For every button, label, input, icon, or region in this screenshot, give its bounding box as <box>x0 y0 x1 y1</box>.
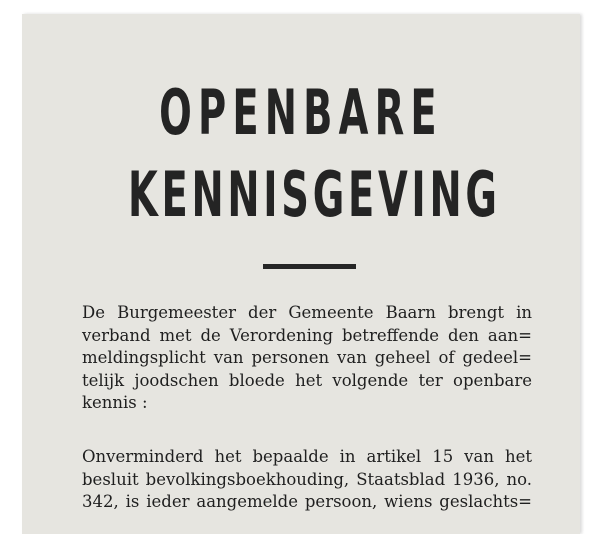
notice-poster <box>22 14 580 534</box>
paragraph-1-line: telijk joodschen bloede het volgende ter openbare <box>82 370 532 390</box>
paragraph-2 <box>82 446 532 514</box>
title-divider <box>263 264 356 269</box>
title-line-1: OPENBARE <box>159 76 443 149</box>
paragraph-1-line: meldingsplicht van personen van geheel of gedeel= <box>82 348 532 367</box>
title-line-2: KENNISGEVING <box>128 158 501 231</box>
paragraph-1-line: verband met de Verordening betreffende den aan= <box>82 325 532 345</box>
paragraph-2-line: Onverminderd het bepaalde in artikel 15 van het <box>82 447 532 466</box>
paragraph-1 <box>82 302 532 415</box>
paragraph-1-line: De Burgemeester der Gemeente Baarn brengt in <box>82 303 532 322</box>
paragraph-1-line: kennis : <box>82 393 148 412</box>
paragraph-2-line: besluit bevolkingsboekhouding, Staatsblad 1936, no. <box>82 469 532 489</box>
paragraph-2-line: 342, is ieder aangemelde persoon, wiens geslachts= <box>82 492 532 511</box>
